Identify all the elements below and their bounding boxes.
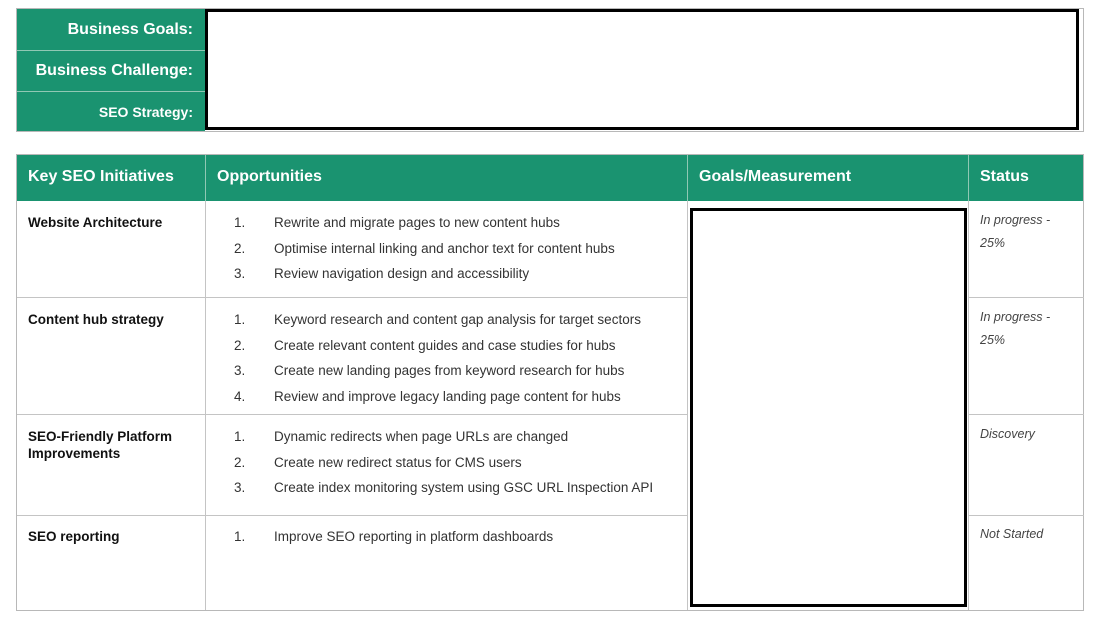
- goals-measurement-redacted-box: [690, 208, 967, 607]
- header-status: Status: [968, 155, 1084, 201]
- list-number: 1.: [234, 312, 246, 327]
- header-goals-measurement: Goals/Measurement: [687, 155, 968, 201]
- list-number: 2.: [234, 337, 246, 353]
- list-item: [234, 428, 653, 454]
- business-goals-label-text: Business Goals:: [67, 20, 193, 38]
- list-text: Create new landing pages from keyword research for hubs: [274, 363, 625, 378]
- list-item: [234, 265, 615, 291]
- initiative-line: SEO-Friendly Platform: [28, 429, 173, 444]
- status-text: Discovery: [980, 427, 1035, 441]
- summary-table: [16, 8, 1084, 132]
- business-goals-label: [17, 9, 205, 51]
- seo-strategy-label: [17, 92, 205, 131]
- initiative-website-architecture: Website Architecture: [28, 215, 163, 230]
- initiative-line: Improvements: [28, 446, 121, 461]
- list-text: Create new redirect status for CMS users: [274, 454, 522, 470]
- opportunities-list: [234, 214, 615, 291]
- list-text: Review and improve legacy landing page content for hubs: [274, 388, 621, 404]
- header-key-seo-initiatives: Key SEO Initiatives: [28, 168, 174, 185]
- list-text: Optimise internal linking and anchor text for content hubs: [274, 240, 615, 256]
- summary-redacted-box: [205, 9, 1079, 130]
- list-text: Dynamic redirects when page URLs are changed: [274, 429, 569, 444]
- status-text: In progress -: [980, 213, 1051, 227]
- status-percent: 25%: [980, 333, 1006, 347]
- list-item: [234, 388, 641, 414]
- list-item: [234, 311, 641, 337]
- list-item: [234, 528, 553, 554]
- list-text: Create index monitoring system using GSC URL Inspection API: [274, 480, 654, 495]
- status-cell: [980, 306, 1075, 352]
- business-challenge-label: [17, 51, 205, 92]
- status-text: In progress -: [980, 310, 1051, 324]
- list-text: Rewrite and migrate pages to new content hubs: [274, 215, 560, 230]
- row-divider: [17, 515, 687, 516]
- list-number: 2.: [234, 454, 246, 470]
- list-item: [234, 214, 615, 240]
- opportunities-list: [234, 311, 641, 413]
- row-divider: [968, 515, 1084, 516]
- business-challenge-label-text: Business Challenge:: [35, 62, 193, 79]
- column-divider: [205, 201, 206, 610]
- list-number: 3.: [234, 363, 246, 378]
- list-number: 1.: [234, 529, 246, 544]
- opportunities-list: [234, 528, 553, 554]
- status-percent: 25%: [980, 236, 1006, 250]
- initiative-seo-friendly-platform: [28, 428, 198, 462]
- row-divider: [968, 414, 1084, 415]
- list-item: [234, 479, 653, 505]
- list-number: 1.: [234, 215, 246, 230]
- list-number: 2.: [234, 240, 246, 256]
- list-number: 3.: [234, 266, 246, 281]
- row-divider: [968, 297, 1084, 298]
- row-divider: [17, 297, 687, 298]
- opportunities-list: [234, 428, 653, 505]
- column-divider: [968, 201, 969, 610]
- header-opportunities: Opportunities: [205, 155, 687, 201]
- list-text: Keyword research and content gap analysis for target sectors: [274, 312, 641, 327]
- list-text: Review navigation design and accessibility: [274, 266, 530, 281]
- row-divider: [17, 414, 687, 415]
- column-divider: [687, 201, 688, 610]
- list-item: [234, 240, 615, 266]
- status-text: Not Started: [980, 527, 1044, 541]
- list-item: [234, 454, 653, 480]
- list-text: Improve SEO reporting in platform dashboards: [274, 529, 554, 544]
- initiative-seo-reporting: SEO reporting: [28, 529, 120, 544]
- table-header-row: [17, 155, 1083, 201]
- list-number: 4.: [234, 388, 246, 404]
- list-number: 3.: [234, 480, 246, 495]
- initiatives-table: [16, 154, 1084, 611]
- list-number: 1.: [234, 429, 246, 444]
- list-text: Create relevant content guides and case studies for hubs: [274, 337, 616, 353]
- status-cell: [980, 209, 1075, 255]
- list-item: [234, 337, 641, 363]
- status-cell: [980, 523, 1075, 546]
- seo-strategy-label-text: SEO Strategy:: [98, 103, 193, 120]
- status-cell: [980, 423, 1075, 446]
- list-item: [234, 362, 641, 388]
- initiative-content-hub-strategy: Content hub strategy: [28, 312, 164, 327]
